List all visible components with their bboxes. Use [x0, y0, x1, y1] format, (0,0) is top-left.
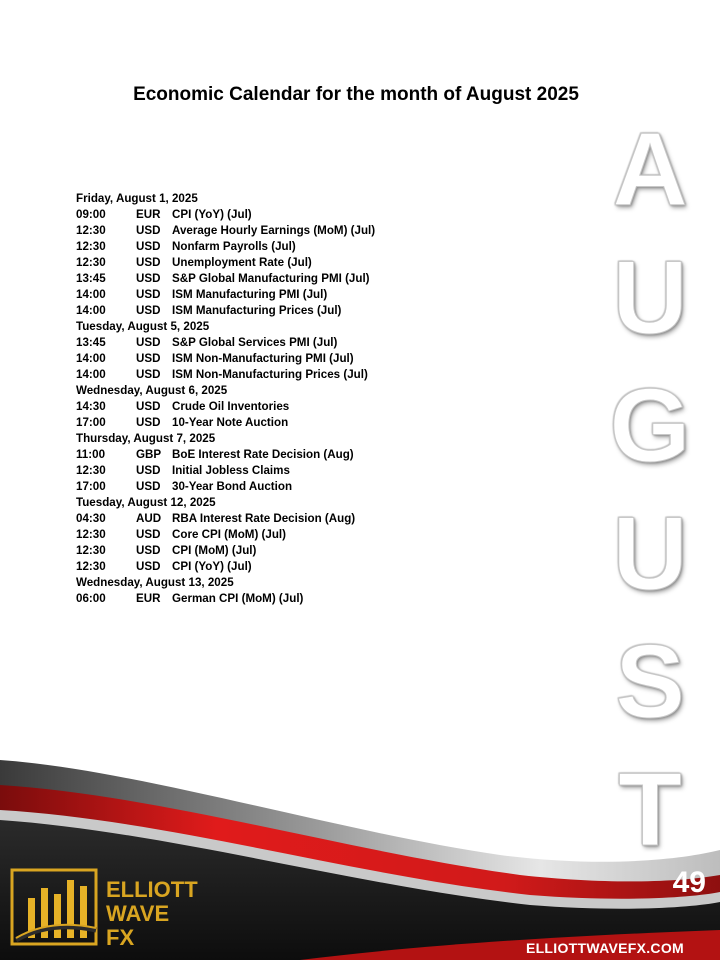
event-row	[76, 511, 596, 527]
event-row	[76, 543, 596, 559]
calendar-list	[76, 191, 596, 607]
event-row	[76, 559, 596, 575]
event-time: 09:00	[76, 208, 106, 221]
event-row	[76, 399, 596, 415]
day-header: Tuesday, August 12, 2025	[76, 496, 216, 509]
event-time: 12:30	[76, 528, 106, 541]
event-name: Average Hourly Earnings (MoM) (Jul)	[172, 224, 376, 237]
side-letter: S	[615, 624, 685, 740]
side-letter: G	[609, 368, 691, 484]
event-currency: USD	[136, 256, 161, 269]
logo-chart-icon	[10, 868, 100, 948]
event-name: ISM Non-Manufacturing PMI (Jul)	[172, 352, 354, 365]
event-currency: USD	[136, 288, 161, 301]
event-time: 04:30	[76, 512, 106, 525]
event-name: S&P Global Services PMI (Jul)	[172, 336, 338, 349]
logo-line: WAVE	[106, 901, 170, 926]
event-row	[76, 207, 596, 223]
event-currency: USD	[136, 368, 161, 381]
event-time: 12:30	[76, 464, 106, 477]
event-row	[76, 351, 596, 367]
event-currency: USD	[136, 560, 161, 573]
event-currency: USD	[136, 544, 161, 557]
event-currency: USD	[136, 464, 161, 477]
event-time: 13:45	[76, 272, 106, 285]
event-name: 30-Year Bond Auction	[172, 480, 293, 493]
event-time: 12:30	[76, 224, 106, 237]
event-row	[76, 271, 596, 287]
side-letter: U	[612, 240, 688, 356]
event-name: CPI (MoM) (Jul)	[172, 544, 257, 557]
logo-line: ELLIOTT	[106, 877, 198, 902]
event-time: 11:00	[76, 448, 106, 461]
event-currency: USD	[136, 224, 161, 237]
event-time: 14:00	[76, 304, 106, 317]
side-letter: T	[618, 752, 682, 868]
event-row	[76, 447, 596, 463]
website-url: ELLIOTTWAVEFX.COM	[525, 940, 684, 956]
page-title: Economic Calendar for the month of August 2025	[133, 84, 579, 105]
event-currency: USD	[136, 400, 161, 413]
event-time: 13:45	[76, 336, 106, 349]
event-time: 17:00	[76, 416, 106, 429]
logo-wordmark	[106, 878, 198, 950]
event-name: ISM Manufacturing PMI (Jul)	[172, 288, 328, 301]
day-header: Wednesday, August 6, 2025	[76, 384, 228, 397]
event-row	[76, 463, 596, 479]
event-time: 06:00	[76, 592, 106, 605]
day-header: Friday, August 1, 2025	[76, 192, 198, 205]
event-row	[76, 255, 596, 271]
event-name: RBA Interest Rate Decision (Aug)	[172, 512, 356, 525]
event-currency: AUD	[136, 512, 162, 525]
event-row	[76, 303, 596, 319]
event-name: Crude Oil Inventories	[172, 400, 290, 413]
event-name: CPI (YoY) (Jul)	[172, 208, 252, 221]
event-name: ISM Non-Manufacturing Prices (Jul)	[172, 368, 368, 381]
elliottwavefx-logo	[10, 868, 240, 950]
page-number: 49	[672, 866, 706, 899]
event-currency: USD	[136, 336, 161, 349]
event-row	[76, 415, 596, 431]
event-row	[76, 239, 596, 255]
logo-line: FX	[106, 925, 135, 950]
event-name: BoE Interest Rate Decision (Aug)	[172, 448, 354, 461]
event-row	[76, 591, 596, 607]
event-name: Core CPI (MoM) (Jul)	[172, 528, 286, 541]
event-currency: USD	[136, 416, 161, 429]
event-row	[76, 527, 596, 543]
side-letter: A	[612, 112, 688, 228]
event-row	[76, 367, 596, 383]
event-row	[76, 479, 596, 495]
event-row	[76, 287, 596, 303]
event-name: Initial Jobless Claims	[172, 464, 290, 477]
event-currency: USD	[136, 528, 161, 541]
day-header: Thursday, August 7, 2025	[76, 432, 216, 445]
side-letter: U	[612, 496, 688, 612]
event-name: Nonfarm Payrolls (Jul)	[172, 240, 296, 253]
event-time: 12:30	[76, 560, 106, 573]
event-time: 14:00	[76, 352, 106, 365]
event-currency: GBP	[136, 448, 162, 461]
event-row	[76, 223, 596, 239]
event-time: 14:00	[76, 368, 106, 381]
event-time: 14:30	[76, 400, 106, 413]
event-currency: USD	[136, 272, 161, 285]
event-row	[76, 335, 596, 351]
event-name: Unemployment Rate (Jul)	[172, 256, 312, 269]
day-header: Tuesday, August 5, 2025	[76, 320, 210, 333]
event-currency: USD	[136, 304, 161, 317]
event-time: 17:00	[76, 480, 106, 493]
event-name: S&P Global Manufacturing PMI (Jul)	[172, 272, 370, 285]
event-currency: EUR	[136, 208, 161, 221]
event-time: 12:30	[76, 240, 106, 253]
event-time: 12:30	[76, 256, 106, 269]
event-currency: EUR	[136, 592, 161, 605]
event-time: 14:00	[76, 288, 106, 301]
event-currency: USD	[136, 240, 161, 253]
event-time: 12:30	[76, 544, 106, 557]
event-currency: USD	[136, 480, 161, 493]
event-name: ISM Manufacturing Prices (Jul)	[172, 304, 342, 317]
event-name: German CPI (MoM) (Jul)	[172, 592, 304, 605]
event-name: CPI (YoY) (Jul)	[172, 560, 252, 573]
event-currency: USD	[136, 352, 161, 365]
day-header: Wednesday, August 13, 2025	[76, 576, 234, 589]
event-name: 10-Year Note Auction	[172, 416, 289, 429]
